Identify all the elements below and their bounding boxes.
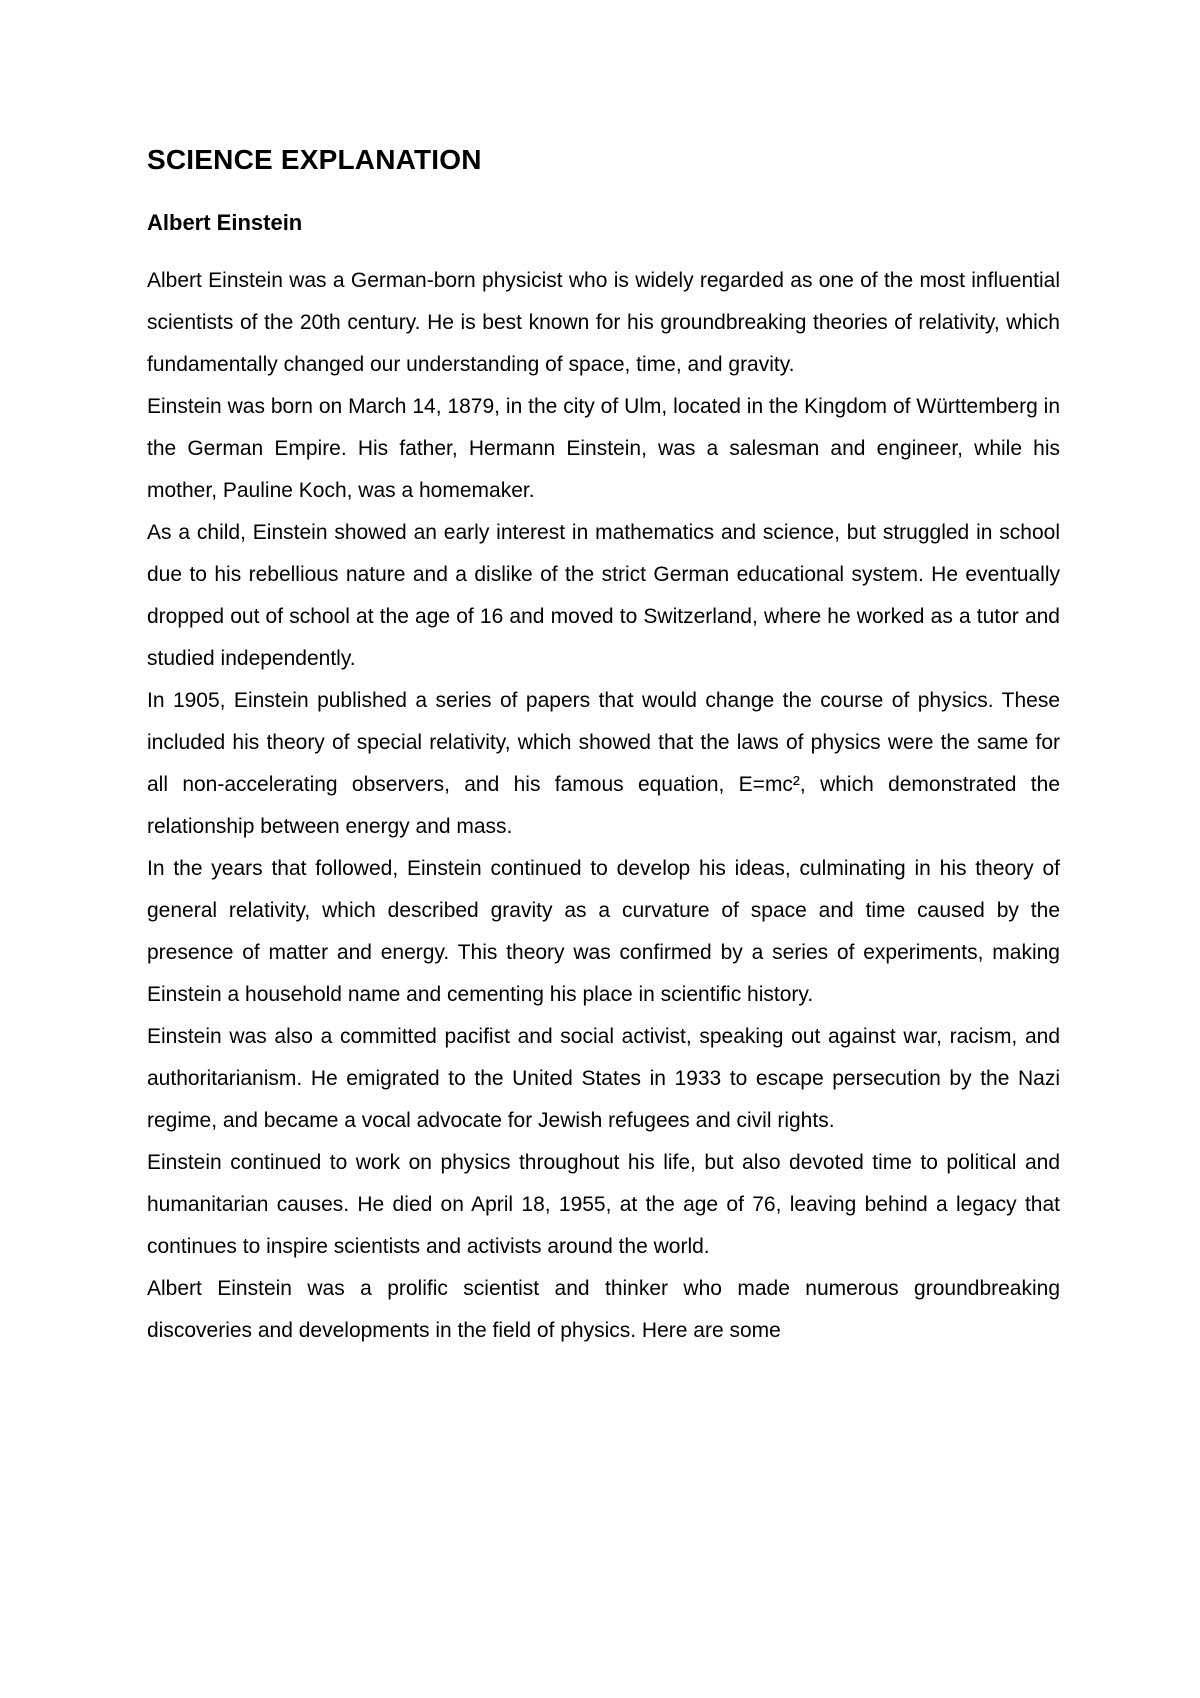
paragraph-childhood: As a child, Einstein showed an early interest in mathematics and science, but struggled in school due to his rebellious nature and a dislike of the strict German educational system. He eventually dropped out of school at the age of 16 and moved to Switzerland, where he worked as a tutor and studied independently. — [147, 521, 1060, 670]
paragraph-general-relativity: In the years that followed, Einstein continued to develop his ideas, culminating in his theory of general relativity, which described gravity as a curvature of space and time caused by the presence of matter and energy. This theory was confirmed by a series of experiments, making Einstein a household name and cementing his place in scientific history. — [147, 857, 1060, 1006]
paragraph-activism: Einstein was also a committed pacifist and social activist, speaking out against war, racism, and authoritarianism. He emigrated to the United States in 1933 to escape persecution by the Nazi regime, and became a vocal advocate for Jewish refugees and civil rights. — [147, 1025, 1060, 1132]
document-subtitle: Albert Einstein — [147, 210, 303, 235]
paragraph-1905-papers: In 1905, Einstein published a series of papers that would change the course of physics. These included his theory of special relativity, which showed that the laws of physics were the same for all non-accelerating observers, and his famous equation, E=mc², which demonstrated the relationship between energy and mass. — [147, 689, 1060, 838]
paragraph-intro: Albert Einstein was a German-born physicist who is widely regarded as one of the most influential scientists of the 20th century. He is best known for his groundbreaking theories of relativity, which fundamentally changed our understanding of space, time, and gravity. — [147, 269, 1060, 376]
document-page — [147, 140, 1060, 1352]
paragraph-later-life: Einstein continued to work on physics throughout his life, but also devoted time to political and humanitarian causes. He died on April 18, 1955, at the age of 76, leaving behind a legacy that continues to inspire scientists and activists around the world. — [147, 1151, 1060, 1258]
document-title: SCIENCE EXPLANATION — [147, 144, 482, 175]
paragraph-discoveries-intro: Albert Einstein was a prolific scientist and thinker who made numerous groundbreaking discoveries and developments in the field of physics. Here are some — [147, 1277, 1060, 1342]
paragraph-birth: Einstein was born on March 14, 1879, in the city of Ulm, located in the Kingdom of Württemberg in the German Empire. His father, Hermann Einstein, was a salesman and engineer, while his mother, Pauline Koch, was a homemaker. — [147, 395, 1060, 502]
